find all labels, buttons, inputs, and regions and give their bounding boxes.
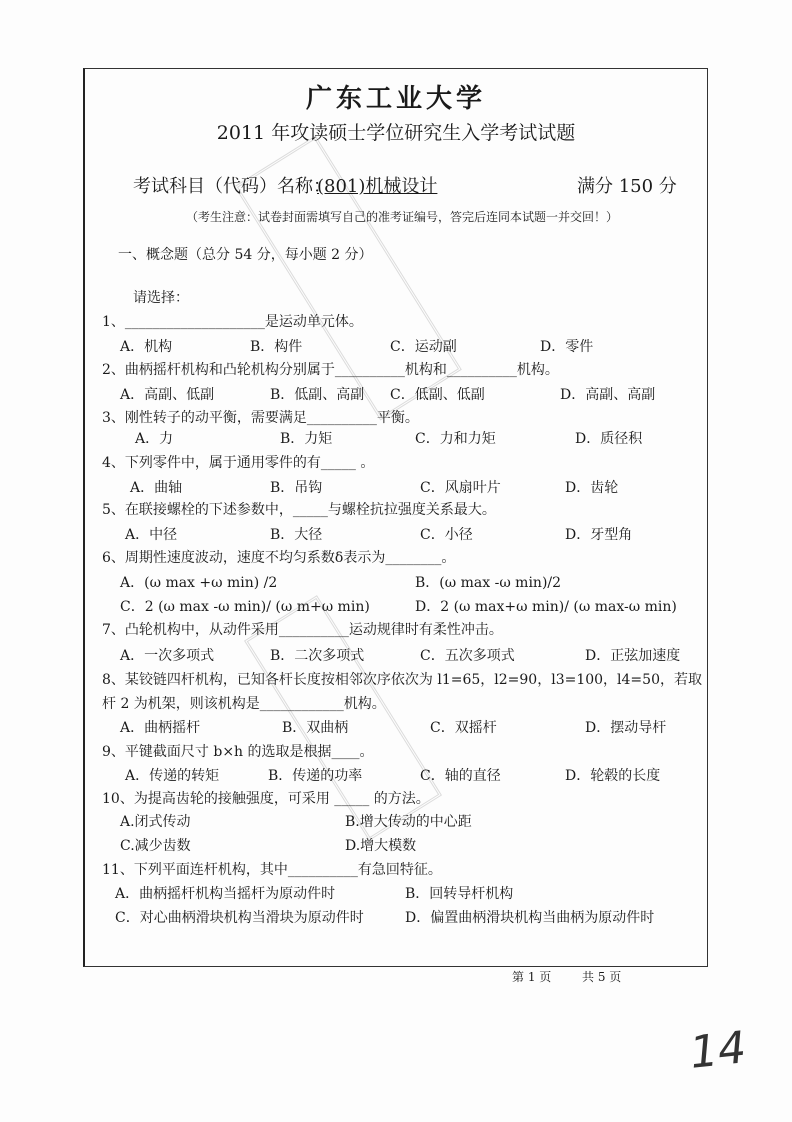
option-b[interactable]: B．低副、高副 <box>270 387 365 403</box>
option-c[interactable]: C．对心曲柄滑块机构当滑块为原动件时 <box>115 910 364 926</box>
option-a[interactable]: A．中径 <box>125 527 178 543</box>
option-b[interactable]: B．构件 <box>250 339 303 355</box>
question-11: 11、下列平面连杆机构，其中__________有急回特征。 <box>102 862 442 878</box>
question-10: 10、为提高齿轮的接触强度，可采用 _____ 的方法。 <box>102 791 430 807</box>
option-d[interactable]: D．质径积 <box>575 431 643 447</box>
option-b[interactable]: B．(ω max -ω min)/2 <box>415 575 562 591</box>
full-score: 满分 150 分 <box>577 176 677 197</box>
subject-label: 考试科目（代码）名称： <box>133 176 331 197</box>
page-total: 共 5 页 <box>582 970 622 984</box>
section-instruction: 请选择： <box>133 290 189 306</box>
question-8: 8、某铰链四杆机构，已知各杆长度按相邻次序依次为 l1=65，l2=90，l3=100，l4=50，若取 <box>102 672 702 688</box>
question-5: 5、在联接螺栓的下述参数中，_____与螺栓抗拉强度关系最大。 <box>102 502 496 518</box>
option-d[interactable]: D．2 (ω max+ω min)/ (ω max-ω min) <box>415 599 677 615</box>
option-a[interactable]: A．(ω max +ω min) /2 <box>120 575 278 591</box>
option-c[interactable]: C．低副、低副 <box>390 387 485 403</box>
question-1: 1、____________________是运动单元体。 <box>102 314 363 330</box>
option-d[interactable]: D．摆动导杆 <box>585 720 667 736</box>
option-a[interactable]: A．力 <box>135 431 174 447</box>
option-d[interactable]: D．轮毂的长度 <box>565 768 661 784</box>
option-a[interactable]: A．曲柄摇杆 <box>120 720 201 736</box>
option-b[interactable]: B．二次多项式 <box>270 648 365 664</box>
option-c[interactable]: C．2 (ω max -ω min)/ (ω m+ω min) <box>120 599 370 615</box>
option-b[interactable]: B．传递的功率 <box>268 768 363 784</box>
question-4: 4、下列零件中，属于通用零件的有_____ 。 <box>102 455 375 471</box>
university-name: 广东工业大学 <box>305 84 486 114</box>
option-c[interactable]: C．双摇杆 <box>430 720 497 736</box>
page-number: 第 1 页 <box>512 970 552 984</box>
option-d[interactable]: D．高副、高副 <box>560 387 656 403</box>
option-b[interactable]: B．大径 <box>270 527 323 543</box>
option-c[interactable]: C．力和力矩 <box>415 431 496 447</box>
option-a[interactable]: A．传递的转矩 <box>125 768 220 784</box>
option-b[interactable]: B．回转导杆机构 <box>405 886 514 902</box>
subject-name: (801)机械设计 <box>317 176 438 197</box>
option-c[interactable]: C.减少齿数 <box>120 838 191 854</box>
question-8-cont: 杆 2 为机架，则该机构是____________机构。 <box>102 696 386 712</box>
question-3: 3、刚性转子的动平衡，需要满足__________平衡。 <box>102 410 419 426</box>
option-c[interactable]: C．五次多项式 <box>420 648 515 664</box>
option-a[interactable]: A．曲柄摇杆机构当摇杆为原动件时 <box>115 886 336 902</box>
exam-notice: （考生注意：试卷封面需填写自己的准考证编号，答完后连同本试题一并交回！） <box>186 210 619 224</box>
section-title: 一、概念题（总分 54 分，每小题 2 分） <box>118 247 373 263</box>
option-d[interactable]: D.增大模数 <box>345 838 417 854</box>
question-7: 7、凸轮机构中，从动件采用__________运动规律时有柔性冲击。 <box>102 622 503 638</box>
handwritten-page-mark: 14 <box>687 1022 749 1079</box>
option-a[interactable]: A．一次多项式 <box>120 648 215 664</box>
option-c[interactable]: C．运动副 <box>390 339 457 355</box>
option-b[interactable]: B．吊钩 <box>270 480 323 496</box>
option-a[interactable]: A．曲轴 <box>130 480 183 496</box>
option-a[interactable]: A.闭式传动 <box>120 814 191 830</box>
option-d[interactable]: D．齿轮 <box>565 480 619 496</box>
option-b[interactable]: B.增大传动的中心距 <box>345 814 472 830</box>
option-b[interactable]: B．力矩 <box>280 431 333 447</box>
option-b[interactable]: B．双曲柄 <box>282 720 349 736</box>
option-c[interactable]: C．风扇叶片 <box>420 480 501 496</box>
option-d[interactable]: D．偏置曲柄滑块机构当曲柄为原动件时 <box>405 910 655 926</box>
option-d[interactable]: D．牙型角 <box>565 527 633 543</box>
option-d[interactable]: D．零件 <box>540 339 594 355</box>
option-a[interactable]: A．高副、低副 <box>120 387 215 403</box>
option-c[interactable]: C．小径 <box>420 527 473 543</box>
exam-title: 2011 年攻读硕士学位研究生入学考试试题 <box>216 122 576 144</box>
question-2: 2、曲柄摇杆机构和凸轮机构分别属于__________机构和__________机构。 <box>102 362 559 378</box>
option-d[interactable]: D．正弦加速度 <box>585 648 681 664</box>
option-a[interactable]: A．机构 <box>120 339 173 355</box>
option-c[interactable]: C．轴的直径 <box>420 768 501 784</box>
question-6: 6、周期性速度波动，速度不均匀系数δ表示为________。 <box>102 550 456 566</box>
question-9: 9、平键截面尺寸 b×h 的选取是根据____。 <box>102 744 374 760</box>
